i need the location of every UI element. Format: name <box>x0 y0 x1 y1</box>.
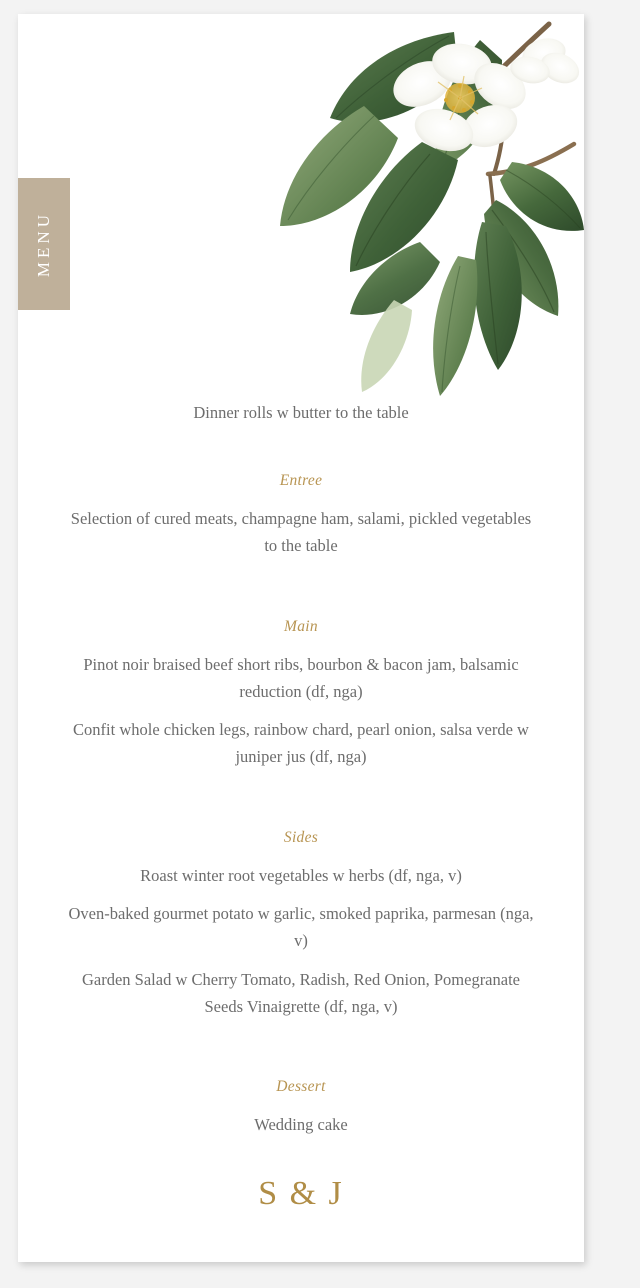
section-title: Sides <box>283 828 319 846</box>
section-title: Main <box>284 617 318 635</box>
menu-item: Selection of cured meats, champagne ham, salami, pickled vegetables to the table <box>70 509 532 556</box>
white-camellia-branch-watercolor-icon <box>244 14 584 454</box>
menu-item: Roast winter root vegetables w herbs (df, nga, v) <box>140 865 462 885</box>
menu-item: Confit whole chicken legs, rainbow chard, pearl onion, salsa verde w juniper jus (df, nga) <box>73 720 529 766</box>
menu-item: Oven-baked gourmet potato w garlic, smoked paprika, parmesan (nga, v) <box>68 904 534 951</box>
menu-item: Garden Salad w Cherry Tomato, Radish, Red Onion, Pomegranate Seeds Vinaigrette (df, nga, v) <box>82 969 520 1016</box>
section-title: Dessert <box>276 1078 326 1096</box>
monogram: S & J <box>258 1175 344 1213</box>
menu-tab <box>18 178 70 310</box>
menu-item: Pinot noir braised beef short ribs, bourbon & bacon jam, balsamic reduction (df, nga) <box>83 654 519 701</box>
spacer <box>58 594 544 618</box>
spacer <box>58 805 544 829</box>
menu-section-entree <box>58 472 544 559</box>
spacer <box>58 1054 544 1078</box>
menu-intro: Dinner rolls w butter to the table <box>193 403 409 422</box>
section-title: Entree <box>279 472 323 490</box>
menu-section-dessert <box>58 1078 544 1139</box>
menu-item: Wedding cake <box>254 1115 348 1135</box>
menu-section-sides <box>58 829 544 1021</box>
menu-section-main <box>58 618 544 771</box>
menu-content <box>58 400 544 1213</box>
menu-tab-label: MENU <box>34 210 53 278</box>
menu-card <box>18 14 584 1262</box>
